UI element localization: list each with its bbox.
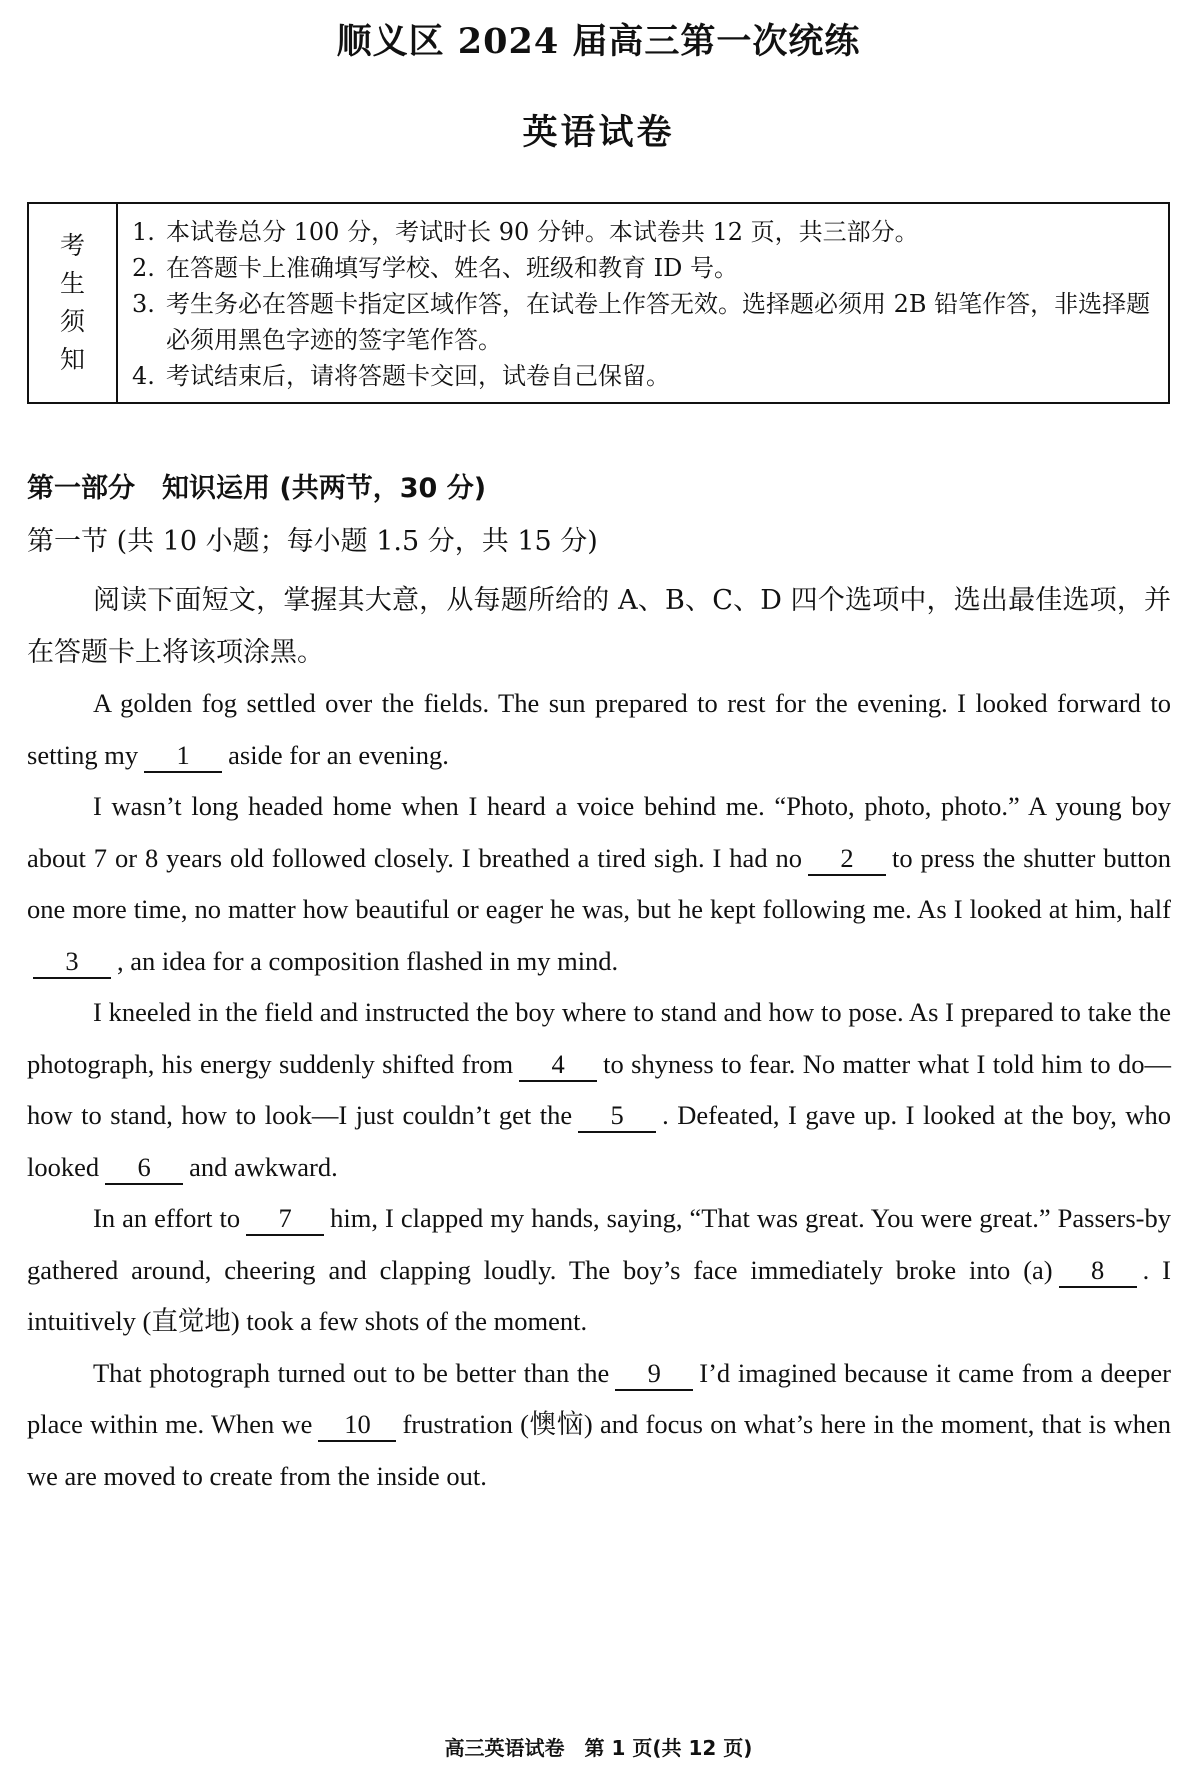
notice-label-char: 生 — [59, 269, 85, 298]
notice-list — [118, 204, 1168, 402]
notice-item-number: 4. — [132, 362, 155, 390]
passage-text: frustration (懊恼) and focus on what’s here in the moment, that is when we are moved to create from the inside out. — [27, 1409, 1171, 1491]
blank-2: 2 — [808, 842, 886, 876]
notice-label-char: 须 — [59, 307, 85, 336]
notice-label-char: 知 — [59, 345, 85, 374]
passage-text: In an effort to — [93, 1203, 241, 1233]
passage-text: A golden fog settled over the fields. The sun prepared to rest for the evening. I looked forward to setting my — [27, 688, 1171, 770]
blank-7: 7 — [246, 1202, 324, 1236]
passage-text: and awkward. — [189, 1151, 338, 1182]
section-heading: 第一节 (共 10 小题；每小题 1.5 分，共 15 分) — [27, 526, 598, 557]
notice-item — [132, 214, 1156, 250]
notice-item-text: 在答题卡上准确填写学校、姓名、班级和教育 ID 号。 — [166, 254, 738, 282]
notice-item-text: 本试卷总分 100 分，考试时长 90 分钟。本试卷共 12 页，共三部分。 — [166, 218, 919, 246]
notice-item — [132, 358, 1156, 394]
instructions-text: 阅读下面短文，掌握其大意，从每题所给的 A、B、C、D 四个选项中，选出最佳选项，并在答题卡上将该项涂黑。 — [27, 585, 1171, 668]
passage-paragraph — [27, 1348, 1171, 1503]
cloze-passage — [27, 678, 1171, 1502]
blank-5: 5 — [578, 1099, 656, 1133]
notice-item-text: 考试结束后，请将答题卡交回，试卷自己保留。 — [166, 362, 670, 390]
passage-text: I’d imagined because it came from a deeper place within me. When we — [27, 1357, 1171, 1439]
notice-item-number: 3. — [132, 290, 155, 318]
passage-text: I kneeled in the field and instructed the boy where to stand and how to pose. As I prepared to take the photograph, his energy suddenly shifted from — [27, 997, 1171, 1079]
blank-3: 3 — [33, 945, 111, 979]
blank-9: 9 — [615, 1357, 693, 1391]
blank-4: 4 — [519, 1048, 597, 1082]
passage-text: , an idea for a composition flashed in my mind. — [117, 945, 619, 976]
notice-item-number: 1. — [132, 218, 155, 246]
passage-text: to shyness to fear. No matter what I told him to do—how to stand, how to look—I just couldn’t get the — [27, 1048, 1171, 1130]
exam-title: 顺义区 2024 届高三第一次统练 — [336, 21, 861, 62]
blank-8: 8 — [1059, 1254, 1137, 1288]
notice-item-text: 考生务必在答题卡指定区域作答，在试卷上作答无效。选择题必须用 2B 铅笔作答，非选择题必须用黑色字迹的签字笔作答。 — [166, 290, 1151, 354]
notice-item-number: 2. — [132, 254, 155, 282]
notice-label-char: 考 — [59, 231, 85, 260]
passage-text: to press the shutter button one more time, no matter how beautiful or eager he was, but he kept following me. As I looked at him, half — [27, 842, 1171, 924]
passage-paragraph — [27, 678, 1171, 781]
passage-text: I wasn’t long headed home when I heard a voice behind me. “Photo, photo, photo.” A young boy about 7 or 8 years old followed closely. I breathed a tired sigh. I had no — [27, 791, 1171, 873]
passage-text: That photograph turned out to be better than the — [93, 1357, 610, 1388]
passage-text: aside for an evening. — [228, 739, 449, 770]
passage-paragraph — [27, 781, 1171, 987]
page-footer: 高三英语试卷 第 1 页(共 12 页) — [444, 1736, 753, 1760]
notice-label — [29, 204, 118, 402]
passage-paragraph — [27, 1193, 1171, 1348]
exam-subtitle: 英语试卷 — [522, 112, 675, 153]
blank-1: 1 — [144, 739, 222, 773]
passage-text: him, I clapped my hands, saying, “That was great. You were great.” Passers-by gathered around, cheering and clapping loudly. The boy’s face immediately broke into (a) — [27, 1203, 1171, 1285]
blank-10: 10 — [318, 1408, 396, 1442]
passage-text: . I intuitively (直觉地) took a few shots of the moment. — [27, 1254, 1171, 1336]
passage-text: . Defeated, I gave up. I looked at the boy, who looked — [27, 1100, 1171, 1182]
blank-6: 6 — [105, 1151, 183, 1185]
candidate-notice-box — [27, 202, 1170, 404]
notice-item — [132, 286, 1156, 358]
part-heading: 第一部分 知识运用 (共两节，30 分) — [27, 473, 487, 504]
notice-item — [132, 250, 1156, 286]
passage-paragraph — [27, 987, 1171, 1193]
